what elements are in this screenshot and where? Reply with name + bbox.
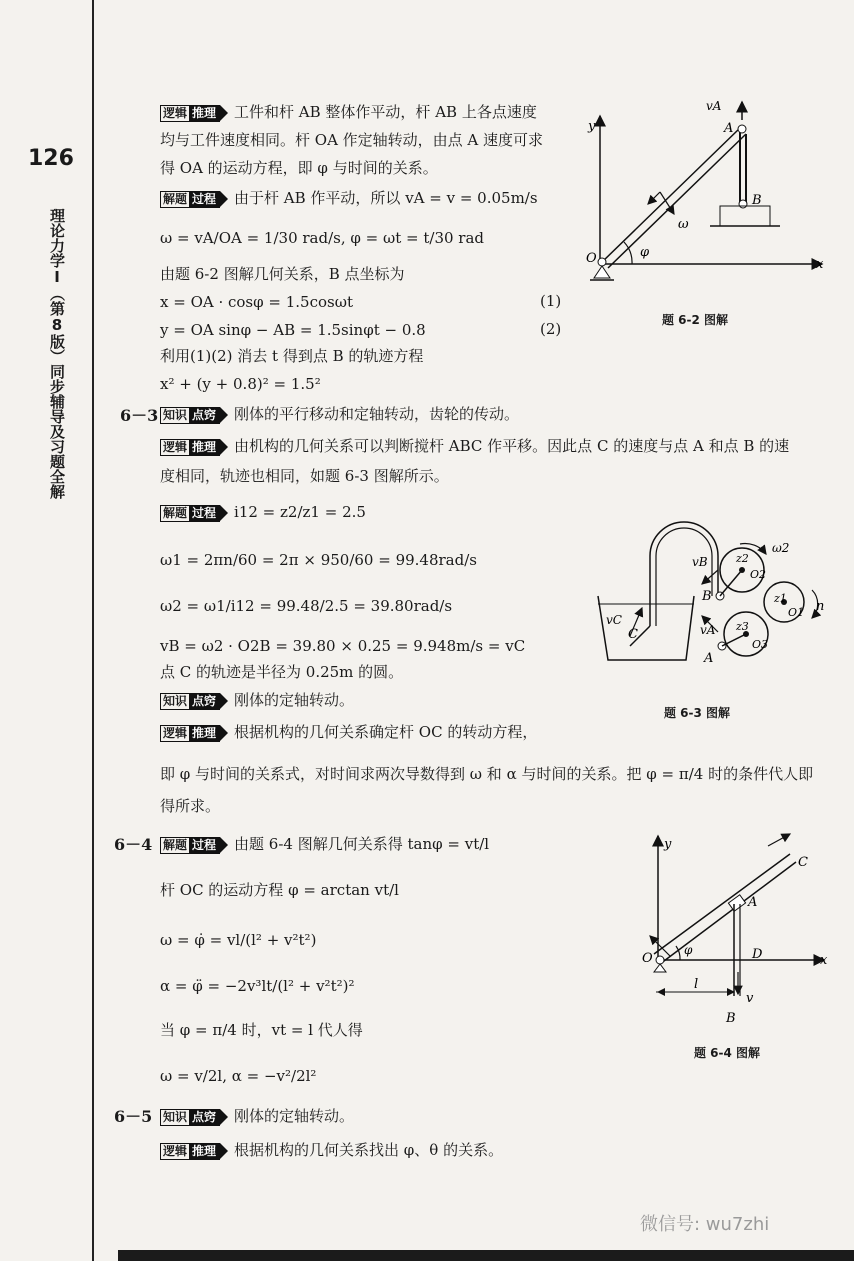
svg-text:y: y [664, 837, 672, 852]
text-line: 知识 点窍 刚体的定轴转动。 [160, 1106, 354, 1126]
figure-caption: 题 6-3 图解 [664, 706, 731, 720]
text-line: 利用(1)(2) 消去 t 得到点 B 的轨迹方程 [160, 347, 424, 365]
knowledge-tag: 知识 点窍 [160, 1106, 224, 1126]
equation-number: (2) [540, 320, 562, 338]
svg-text:A: A [704, 651, 714, 666]
svg-text:vA: vA [706, 99, 722, 113]
equation-number: (1) [540, 292, 562, 310]
svg-text:v: v [746, 991, 754, 1006]
text-line: 逻辑 推理 根据机构的几何关系确定杆 OC 的转动方程， [160, 722, 537, 742]
logic-tag: 逻辑 推理 [160, 102, 224, 122]
problem-number: 6－3 [120, 406, 159, 425]
text-line: 知识 点窍 刚体的平行移动和定轴转动，齿轮的传动。 [160, 404, 519, 424]
svg-text:O2: O2 [750, 568, 767, 581]
knowledge-tag: 知识 点窍 [160, 690, 224, 710]
svg-text:vB: vB [692, 555, 708, 569]
svg-text:A: A [748, 895, 758, 910]
svg-text:O1: O1 [788, 606, 805, 619]
svg-text:ω2: ω2 [772, 541, 790, 555]
solve-tag: 解题 过程 [160, 834, 224, 854]
svg-text:C: C [798, 855, 808, 870]
text-line: 解题 过程 i12 = z2/z1 = 2.5 [160, 502, 366, 522]
rod-oa [600, 128, 740, 264]
figure-6-4 [630, 826, 830, 1026]
equation: y = OA sinφ − AB = 1.5sinφt − 0.8 [160, 321, 426, 339]
pin-b [739, 200, 747, 208]
text-line: 解题 过程 由于杆 AB 作平动，所以 vA = v = 0.05m/s [160, 188, 538, 208]
svg-text:O3: O3 [752, 638, 769, 651]
workpiece [720, 206, 770, 226]
svg-text:z3: z3 [736, 620, 749, 633]
svg-text:D: D [752, 947, 763, 962]
svg-text:A: A [724, 121, 734, 136]
svg-text:B: B [752, 193, 762, 208]
page-edge [118, 1250, 854, 1261]
text-line: 度相同，轨迹也相同，如题 6-3 图解所示。 [160, 467, 449, 485]
logic-tag: 逻辑 推理 [160, 436, 224, 456]
text-line: 知识 点窍 刚体的定轴转动。 [160, 690, 354, 710]
svg-text:l: l [694, 977, 699, 992]
svg-text:z1: z1 [774, 592, 787, 605]
svg-text:y: y [588, 119, 596, 134]
equation: x = OA · cosφ = 1.5cosωt [160, 293, 353, 311]
svg-text:B: B [702, 589, 712, 604]
equation: x² + (y + 0.8)² = 1.5² [160, 375, 321, 393]
svg-text:B: B [726, 1011, 736, 1026]
text-line: 得 OA 的运动方程，即 φ 与时间的关系。 [160, 159, 438, 177]
figure-6-2 [560, 96, 830, 306]
text-line: 即 φ 与时间的关系式，对时间求两次导数得到 ω 和 α 与时间的关系。把 φ = π/4 时的条件代人即 [160, 765, 814, 783]
equation: 杆 OC 的运动方程 φ = arctan vt/l [160, 881, 399, 899]
svg-text:n: n [816, 599, 825, 614]
logic-tag: 逻辑 推理 [160, 1140, 224, 1160]
page-number: 126 [28, 146, 74, 171]
solve-tag: 解题 过程 [160, 188, 224, 208]
text-line: 得所求。 [160, 797, 221, 815]
problem-number: 6－4 [114, 835, 153, 854]
figure-caption: 题 6-4 图解 [694, 1046, 761, 1060]
text-line: 点 C 的轨迹是半径为 0.25m 的圆。 [160, 663, 404, 681]
figure-caption: 题 6-2 图解 [662, 313, 729, 327]
svg-text:O: O [586, 251, 597, 266]
knowledge-tag: 知识 点窍 [160, 404, 224, 424]
equation: ω = vA/OA = 1/30 rad/s, φ = ωt = t/30 rad [160, 229, 485, 247]
margin-rule [92, 0, 94, 1261]
text-line: 解题 过程 由题 6-4 图解几何关系得 tanφ = vt/l [160, 834, 489, 854]
equation: ω1 = 2πn/60 = 2π × 950/60 = 99.48rad/s [160, 551, 477, 569]
rod-oc [654, 854, 790, 954]
text-line: 由题 6-2 图解几何关系，B 点坐标为 [160, 265, 405, 283]
svg-text:x: x [816, 257, 824, 272]
solve-tag: 解题 过程 [160, 502, 224, 522]
problem-number: 6－5 [114, 1107, 153, 1126]
svg-text:O: O [642, 951, 653, 966]
text-line: 均与工件速度相同。杆 OA 作定轴转动，由点 A 速度可求 [160, 131, 544, 149]
pin-a [738, 125, 746, 133]
text-line: 逻辑 推理 根据机构的几何关系找出 φ、θ 的关系。 [160, 1140, 503, 1160]
watermark: 微信号: wu7zhi [640, 1214, 770, 1235]
logic-tag: 逻辑 推理 [160, 722, 224, 742]
svg-text:ω: ω [678, 217, 689, 232]
svg-text:φ: φ [640, 245, 650, 260]
figure-6-3 [590, 496, 830, 696]
running-title: 理论力学Ⅰ（第8版）同步辅导及习题全解 [48, 208, 66, 499]
text-line: 当 φ = π/4 时，vt = l 代人得 [160, 1021, 363, 1039]
stirring-rod [650, 522, 718, 626]
text-line: 逻辑 推理 工件和杆 AB 整体作平动，杆 AB 上各点速度 [160, 102, 537, 122]
svg-text:C: C [628, 627, 638, 642]
equation: ω2 = ω1/i12 = 99.48/2.5 = 39.80rad/s [160, 597, 453, 615]
svg-text:z2: z2 [736, 552, 749, 565]
svg-text:vA: vA [700, 623, 716, 637]
equation: ω = φ̇ = vl/(l² + v²t²) [160, 931, 317, 949]
svg-text:φ: φ [684, 943, 693, 957]
equation: ω = v/2l, α = −v²/2l² [160, 1067, 317, 1085]
equation: vB = ω2 · O2B = 39.80 × 0.25 = 9.948m/s = vC [160, 637, 526, 655]
svg-text:vC: vC [606, 613, 622, 627]
svg-text:x: x [820, 953, 828, 968]
text-line: 逻辑 推理 由机构的几何关系可以判断搅杆 ABC 作平移。因此点 C 的速度与点 A 和点 B 的速 [160, 436, 789, 456]
equation: α = φ̈ = −2v³lt/(l² + v²t²)² [160, 977, 355, 995]
vat [598, 596, 694, 660]
